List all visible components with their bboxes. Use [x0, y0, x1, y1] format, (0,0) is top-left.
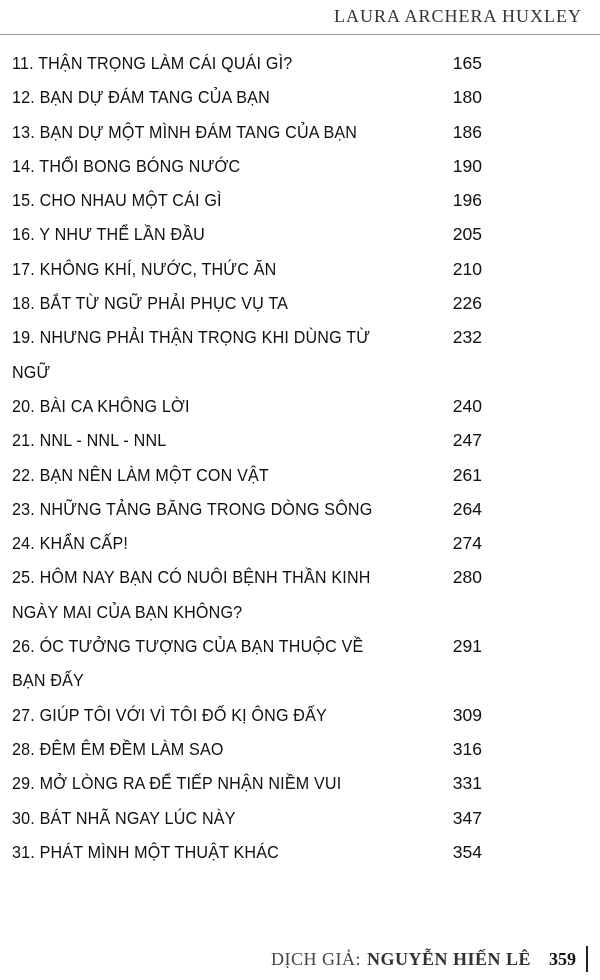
toc-entry-page: 205 [452, 224, 482, 245]
toc-entry-page: 190 [452, 155, 482, 176]
toc-entry [12, 320, 482, 389]
toc-entry-page: 280 [452, 567, 482, 588]
toc-entry [12, 560, 482, 629]
toc-entry-title: 30. BÁT NHÃ NGAY LÚC NÀY [12, 807, 236, 828]
toc-entry-title: 17. KHÔNG KHÍ, NƯỚC, THỨC ĂN [12, 258, 277, 279]
toc-entry-page: 354 [452, 841, 482, 862]
toc-entry-page: 291 [452, 636, 482, 657]
page-number: 359 [549, 948, 576, 969]
running-footer [271, 944, 600, 974]
toc-entry-title: 26. ÓC TƯỞNG TƯỢNG CỦA BẠN THUỘC VỀ BẠN ĐẤY [12, 636, 364, 691]
toc-entry-page: 264 [452, 498, 482, 519]
toc-entry [12, 115, 482, 149]
toc-entry [12, 835, 482, 869]
running-header-author: LAURA ARCHERA HUXLEY [333, 6, 582, 26]
toc-entry-page: 316 [452, 738, 482, 759]
toc-entry-page: 240 [452, 395, 482, 416]
toc-entry-page: 331 [452, 773, 482, 794]
toc-entry-title: 13. BẠN DỰ MỘT MÌNH ĐÁM TANG CỦA BẠN [12, 121, 358, 142]
toc-entry-title: 25. HÔM NAY BẠN CÓ NUÔI BỆNH THẦN KINH NGÀY MAI CỦA BẠN KHÔNG? [12, 567, 371, 622]
toc-entry [12, 286, 482, 320]
toc-entry-title: 19. NHƯNG PHẢI THẬN TRỌNG KHI DÙNG TỪ NGỮ [12, 327, 371, 382]
toc-entry-title: 18. BẮT TỪ NGỮ PHẢI PHỤC VỤ TA [12, 293, 289, 314]
toc-entry [12, 766, 482, 800]
toc-entry-title: 14. THỔI BONG BÓNG NƯỚC [12, 155, 241, 176]
toc-entry-title: 16. Y NHƯ THỂ LẦN ĐẦU [12, 224, 205, 245]
toc-entry-page: 274 [452, 533, 482, 554]
toc-entry-page: 309 [452, 704, 482, 725]
toc-entry-title: 23. NHỮNG TẢNG BĂNG TRONG DÒNG SÔNG [12, 498, 373, 519]
toc-entry-title: 28. ĐÊM ÊM ĐỀM LÀM SAO [12, 738, 224, 759]
toc-entry-title: 12. BẠN DỰ ĐÁM TANG CỦA BẠN [12, 87, 270, 108]
footer-vertical-rule [586, 946, 588, 972]
toc-entry-page: 180 [452, 87, 482, 108]
toc-entry-page: 196 [452, 190, 482, 211]
toc-entry [12, 252, 482, 286]
toc-entry [12, 46, 482, 80]
toc-entry [12, 389, 482, 423]
toc-entry [12, 526, 482, 560]
toc-entry-page: 186 [452, 121, 482, 142]
toc-entry [12, 149, 482, 183]
toc-entry-title: 22. BẠN NÊN LÀM MỘT CON VẬT [12, 464, 269, 485]
toc-entry-page: 347 [452, 807, 482, 828]
toc-entry-page: 232 [452, 327, 482, 348]
toc-entry [12, 458, 482, 492]
toc-entry-title: 24. KHẨN CẤP! [12, 533, 129, 554]
toc-entry-title: 11. THẬN TRỌNG LÀM CÁI QUÁI GÌ? [12, 53, 293, 73]
toc-entry-page: 210 [452, 258, 482, 279]
toc-entry-title: 15. CHO NHAU MỘT CÁI GÌ [12, 190, 222, 211]
toc-entry [12, 423, 482, 457]
table-of-contents [12, 46, 482, 869]
toc-entry [12, 698, 482, 732]
toc-entry [12, 732, 482, 766]
toc-entry [12, 492, 482, 526]
toc-entry-title: 29. MỞ LÒNG RA ĐỂ TIẾP NHẬN NIỀM VUI [12, 773, 342, 794]
translator-name: NGUYỄN HIẾN LÊ [366, 948, 531, 969]
toc-entry-title: 20. BÀI CA KHÔNG LỜI [12, 395, 190, 416]
toc-entry [12, 183, 482, 217]
toc-entry [12, 217, 482, 251]
toc-entry [12, 801, 482, 835]
toc-entry [12, 80, 482, 114]
toc-entry-title: 21. NNL - NNL - NNL [12, 430, 167, 451]
header-divider [0, 34, 600, 35]
toc-entry [12, 629, 482, 698]
toc-entry-page: 165 [452, 53, 482, 73]
toc-entry-title: 27. GIÚP TÔI VỚI VÌ TÔI ĐỐ KỊ ÔNG ĐẤY [12, 704, 327, 725]
toc-entry-title: 31. PHÁT MÌNH MỘT THUẬT KHÁC [12, 841, 279, 862]
toc-entry-page: 261 [452, 464, 482, 485]
toc-entry-page: 247 [452, 430, 482, 451]
toc-entry-page: 226 [452, 293, 482, 314]
translator-label: DỊCH GIẢ: [270, 948, 361, 969]
